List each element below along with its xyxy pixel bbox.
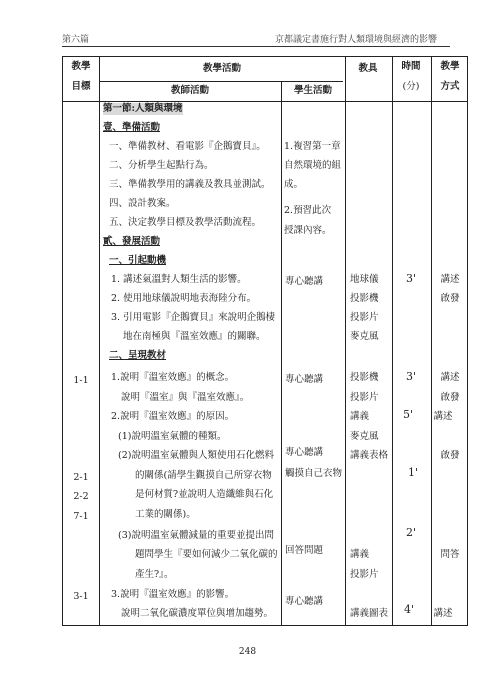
teacher-line: 1. 講述氣溫對人類生活的影響。 (111, 274, 247, 285)
teacher-line: 題問學生『要如何減少二氧化碳的 (135, 549, 278, 560)
header-objective-1: 教學 (71, 61, 91, 72)
teacher-line: 3. 引用電影『企鵝寶貝』來說明企鵝棲 (111, 312, 276, 323)
student-line: 專心聽講 (285, 374, 324, 385)
section-title: 第一節:人類與環境 (103, 103, 183, 114)
teacher-line: 2.說明『溫室效應』的原因。 (111, 411, 235, 422)
aid-item: 投影片 (350, 569, 379, 580)
time-value: 3' (405, 272, 417, 285)
aid-item: 講義表格 (350, 450, 389, 461)
header-student: 學生活動 (293, 85, 333, 96)
header-title: 京都議定書施行對人類環境與經濟的影響 (274, 35, 437, 45)
student-line: 回答問題 (285, 545, 324, 556)
objective-code: 7-1 (73, 511, 89, 522)
header-activity: 教學活動 (202, 63, 242, 74)
aid-item: 麥克風 (350, 331, 379, 342)
header-aids: 教具 (358, 63, 378, 74)
time-value: 2' (405, 526, 417, 539)
teacher-line: 貳、發展活動 (103, 236, 161, 247)
aid-item: 投影機 (350, 293, 379, 304)
student-line: 成。 (284, 179, 304, 190)
method-item: 講述 (433, 608, 453, 619)
aid-item: 講義圖表 (350, 608, 389, 619)
page-number: 248 (238, 647, 257, 657)
teacher-line: 工業的關係)。 (135, 509, 196, 520)
col-divider (99, 57, 100, 625)
row-divider (63, 101, 467, 102)
teacher-line: 說明『溫室』與『溫室效應』。 (121, 392, 250, 403)
student-line: 專心聽講 (285, 596, 324, 607)
aid-item: 講義 (350, 549, 370, 560)
teacher-line: 五、決定教學目標及教學活動流程。 (109, 217, 262, 228)
lesson-plan-table (62, 56, 468, 626)
time-value: 4' (403, 603, 415, 616)
method-item: 講述 (440, 274, 460, 285)
student-line: 授課內容。 (284, 225, 332, 236)
header-time-2: (分) (402, 81, 420, 92)
method-item: 啟發 (440, 392, 460, 403)
header-objective-2: 目標 (71, 81, 91, 92)
header-method-1: 教學 (440, 61, 460, 72)
objective-code: 1-1 (73, 375, 89, 386)
aid-item: 地球儀 (350, 274, 379, 285)
student-line: 1.複習第一章 (284, 141, 341, 152)
method-item: 啟發 (440, 293, 460, 304)
header-method-2: 方式 (440, 81, 460, 92)
aid-item: 投影片 (350, 392, 379, 403)
student-line: 觸摸自己衣物 (285, 468, 343, 479)
teacher-line: 3.說明『溫室效應』的影響。 (111, 589, 235, 600)
teacher-line: 說明二氧化碳濃度單位與增加趨勢。 (121, 608, 274, 619)
aid-item: 麥克風 (350, 431, 379, 442)
col-divider (281, 81, 282, 625)
objective-code: 2-2 (73, 491, 89, 502)
col-divider (431, 57, 432, 625)
method-item: 講述 (433, 411, 453, 422)
time-value: 1' (407, 466, 419, 479)
teacher-line: 二、呈現教材 (109, 350, 167, 361)
teacher-line: 2. 使用地球儀說明地表海陸分布。 (111, 293, 257, 304)
teacher-line: 一、準備教材、看電影『企鵝寶貝』。 (109, 141, 266, 152)
aid-item: 講義 (350, 411, 370, 422)
student-line: 專心聽講 (285, 276, 324, 287)
header-chapter: 第六篇 (62, 35, 90, 45)
teacher-line: 三、準備教學用的講義及教具並測試。 (109, 179, 271, 190)
method-item: 問答 (440, 549, 460, 560)
teacher-line: (2)說明溫室氣體與人類使用石化燃料 (118, 450, 274, 461)
aid-item: 投影片 (350, 312, 379, 323)
teacher-line: 產生?』。 (135, 569, 174, 580)
teacher-line: 是何材質?並說明人造纖維與石化 (135, 489, 274, 500)
header-teacher: 教師活動 (170, 85, 210, 96)
teacher-line: 四、設計教案。 (109, 198, 176, 209)
teacher-line: 一、引起動機 (109, 255, 167, 266)
time-value: 5' (402, 408, 414, 421)
header-time-1: 時間 (401, 61, 421, 72)
teacher-line: 地在南極與『溫室效應』的關聯。 (123, 331, 266, 342)
teacher-line: (1)說明溫室氣體的種類。 (118, 431, 227, 442)
col-divider (345, 57, 346, 625)
method-item: 啟發 (440, 450, 460, 461)
student-line: 自然環境的組 (284, 160, 342, 171)
student-line: 專心聽講 (285, 447, 324, 458)
teacher-line: 壹、準備活動 (103, 122, 161, 133)
teacher-line: 1.說明『溫室效應』的概念。 (111, 372, 235, 383)
method-item: 講述 (440, 372, 460, 383)
col-divider (392, 57, 393, 625)
objective-code: 3-1 (73, 591, 89, 602)
student-line: 2.預習此次 (284, 205, 332, 216)
teacher-line: 的關係(請學生觀摸自己所穿衣物 (135, 470, 272, 481)
header-divider (62, 46, 450, 47)
teacher-line: 二、分析學生起點行為。 (109, 160, 214, 171)
aid-item: 投影機 (350, 372, 379, 383)
row-divider (99, 81, 343, 82)
time-value: 3' (405, 370, 417, 383)
objective-code: 2-1 (73, 472, 89, 483)
teacher-line: (3)說明溫室氣體減量的重要並提出問 (118, 530, 274, 541)
